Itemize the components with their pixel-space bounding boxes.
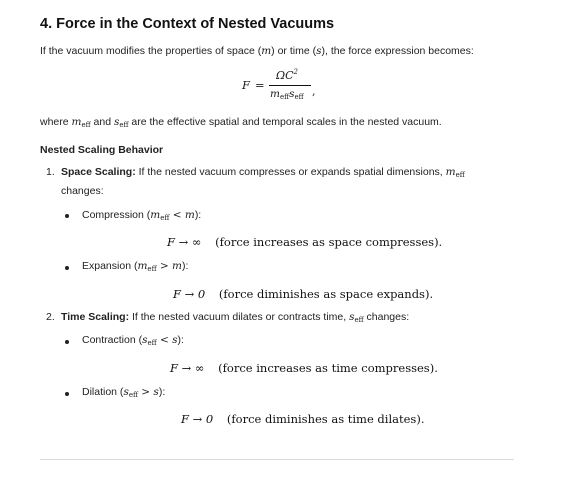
equation-denominator: $m_{eff}s_{eff}$: [270, 88, 304, 101]
bullet-icon: [65, 392, 69, 396]
bullet-icon: [65, 340, 69, 344]
case-result: F → 0 (force diminishes as space expands).: [173, 287, 434, 301]
case-label: Compression $(m_{eff} < m)$:: [82, 209, 202, 222]
section-title: 4. Force in the Context of Nested Vacuums: [40, 16, 335, 32]
case-result: F → ∞ (force increases as time compresses).: [170, 361, 438, 375]
where-paragraph: where $m_{eff}$ and $s_{eff}$ are the effective spatial and temporal scales in the nested vacuum.: [40, 116, 442, 129]
section-divider: [40, 459, 514, 460]
case-label: Expansion $(m_{eff} > m)$:: [82, 260, 189, 273]
intro-text-1: If the vacuum modifies the properties of space (: [40, 45, 262, 57]
fraction-bar: [269, 85, 311, 86]
bullet-icon: [65, 214, 69, 218]
list-item-text: Space Scaling: If the nested vacuum compresses or expands spatial dimensions, $m_{eff}$: [61, 166, 465, 179]
bullet-icon: [65, 266, 69, 270]
case-result: F → ∞ (force increases as space compresses).: [167, 235, 443, 249]
equation-numerator: $\Omega C^2$: [276, 68, 299, 82]
case-label: Dilation $(s_{eff} > s)$:: [82, 386, 166, 399]
var-m: m: [261, 45, 272, 57]
intro-paragraph: [40, 45, 474, 57]
list-item-text: Time Scaling: If the nested vacuum dilates or contracts time, $s_{eff}$ changes:: [61, 311, 410, 324]
equation-comma: ,: [312, 85, 316, 98]
list-number: 1.: [46, 166, 55, 178]
equation-lhs: F: [242, 78, 250, 92]
intro-text-3: ), the force expression becomes:: [321, 45, 474, 57]
list-item-text-end: changes:: [61, 185, 104, 197]
scaling-heading: Nested Scaling Behavior: [40, 144, 164, 156]
var-s: s: [316, 45, 322, 57]
list-number: 2.: [46, 311, 55, 323]
case-label: Contraction $(s_{eff} < s)$:: [82, 334, 184, 347]
case-result: F → 0 (force diminishes as time dilates).: [181, 412, 425, 426]
equation-equals: =: [255, 78, 265, 92]
intro-text-2: ) or time (: [271, 45, 317, 57]
